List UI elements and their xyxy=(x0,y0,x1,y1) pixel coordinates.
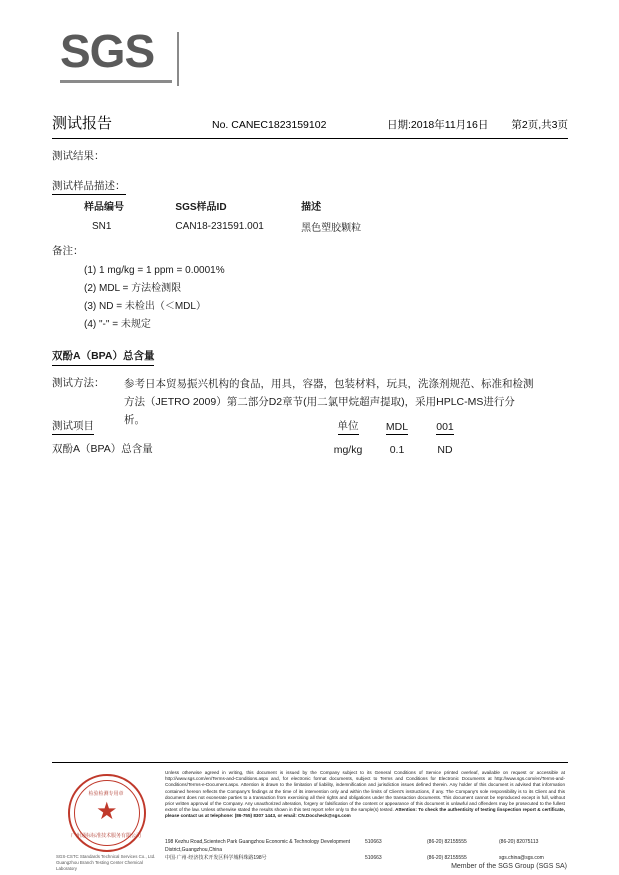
legal-disclaimer xyxy=(165,770,565,820)
results-label: 测试结果： xyxy=(52,150,105,162)
notes-list xyxy=(84,262,524,334)
sample-description-label: 测试样品描述： xyxy=(52,178,126,195)
report-number: No. CANEC1823159102 xyxy=(212,119,327,131)
results-table xyxy=(52,418,482,456)
header-description: 描述 xyxy=(301,202,322,213)
test-method-text: 参考日本贸易振兴机构的食品，用具，容器，包装材料，玩具，洗涤剂规范、标准和检测方法（JETRO 2009）第二部分D2章节(用二氯甲烷超声提取)，采用HPLC-MS进行分析。 xyxy=(124,378,534,426)
list-item: (3) ND = 未检出（＜MDL） xyxy=(84,301,206,312)
header-sgs-id: SGS样品ID xyxy=(175,202,227,213)
postcode-cn-value: 510663 xyxy=(365,855,382,861)
sgs-logo-header xyxy=(60,25,560,86)
logo-underline xyxy=(60,80,172,83)
seal-top-text: 检验检测专用章 xyxy=(88,791,124,797)
seal-bottom-text: 广州通标标准技术服务有限公司 xyxy=(70,833,141,839)
section-heading-bpa: 双酚A（BPA）总含量 xyxy=(52,348,154,366)
cell-description: 黑色塑胶颗粒 xyxy=(301,223,362,234)
cell-sgs-id: CAN18-231591.001 xyxy=(175,221,264,232)
title-divider xyxy=(52,138,568,139)
cell-sample-no: SN1 xyxy=(92,221,112,232)
sgs-logo-text: SGS xyxy=(60,25,155,77)
telephone-cn-value: (86-20) 82155555 xyxy=(427,855,467,861)
list-item: (1) 1 mg/kg = 1 ppm = 0.0001% xyxy=(84,265,225,276)
header-mdl: MDL xyxy=(385,421,409,433)
legal-attention-text: Attention: To check the authenticity of testing /inspection report & certificate, please contact us at telephone: (86-755) 8307 1443, or email: CN.Doccheck@sgs.com xyxy=(165,807,565,819)
logo-vertical-rule xyxy=(177,32,179,86)
cell-mdl: 0.1 xyxy=(389,444,405,456)
page-title: 测试报告 xyxy=(52,115,113,132)
table-row xyxy=(52,437,482,456)
telephone-value: (86-20) 82155555 xyxy=(427,839,467,845)
table-row xyxy=(84,219,484,234)
member-note: Member of the SGS Group (SGS SA) xyxy=(451,863,567,870)
star-icon: ★ xyxy=(96,798,118,825)
company-address-block xyxy=(165,838,565,862)
footer-divider xyxy=(52,762,568,763)
address-line-en xyxy=(165,838,565,854)
fax-value: (86-20) 82075113 xyxy=(499,839,539,845)
notes-label: 备注： xyxy=(52,245,84,257)
company-seal-stamp xyxy=(56,770,158,871)
legal-body-text: Unless otherwise agreed in writing, this document is issued by the Company subject to its General Conditions of Service printed overleaf, available on request or accessible at http://www.sgs.com/en/Terms-and-Conditions.aspx and, for electronic format documents, subject to Terms and Conditions for Electronic Documents at http://www.sgs.com/en/Terms-and-Conditions/Terms-e-Document.aspx. Attention is drawn to the limitation of liability, indemnification and jurisdiction issues defined therein. Any holder of this document is advised that information contained hereon reflects the Company's findings at the time of its intervention only and within the limits of Client's instructions, if any. The Company's sole responsibility is to its Client and this document does not exonerate parties to a transaction from exercising all their rights and obligations under the transaction documents. This document cannot be reproduced except in full, without prior written approval of the Company. Any unauthorized alteration, forgery or falsification of the content or appearance of this document is unlawful and offenders may be prosecuted to the fullest extent of the law. Unless otherwise stated the results shown in this test report refer only to the sample(s) tested. xyxy=(165,770,565,813)
header-sample-no: 样品编号 xyxy=(84,202,124,213)
address-english: 198 Kezhu Road,Scientech Park Guangzhou Economic & Technology Development District,Guangzhou,China xyxy=(165,839,351,853)
report-date: 日期:2018年11月16日 xyxy=(387,119,489,131)
header-sample-001: 001 xyxy=(436,421,454,433)
page-indicator: 第2页,共3页 xyxy=(511,119,568,131)
results-header-row xyxy=(52,418,482,437)
cell-result-001: ND xyxy=(437,444,453,456)
table-header-row xyxy=(84,198,484,219)
report-title-row xyxy=(52,112,568,133)
postcode-value: 510663 xyxy=(365,839,382,845)
email-value: sgs.china@sgs.com xyxy=(499,855,544,861)
header-unit: 单位 xyxy=(338,418,359,435)
header-test-item: 测试项目 xyxy=(52,418,94,435)
cell-test-item: 双酚A（BPA）总含量 xyxy=(52,443,153,455)
list-item: (4) "-" = 未规定 xyxy=(84,319,151,330)
address-chinese: 中国·广州·经济技术开发区科学城科珠路198号 xyxy=(165,855,267,861)
address-line-cn xyxy=(165,854,565,862)
cell-unit: mg/kg xyxy=(333,444,363,456)
test-method-label: 测试方法： xyxy=(52,377,105,389)
sample-table xyxy=(84,198,484,234)
seal-en-line-2: Guangzhou Branch Testing Center Chemical Laboratory xyxy=(56,860,143,871)
seal-english-text xyxy=(56,854,160,872)
seal-en-line-1: SGS-CSTC Standards Technical Services Co., Ltd. xyxy=(56,854,156,859)
list-item: (2) MDL = 方法检测限 xyxy=(84,283,182,294)
